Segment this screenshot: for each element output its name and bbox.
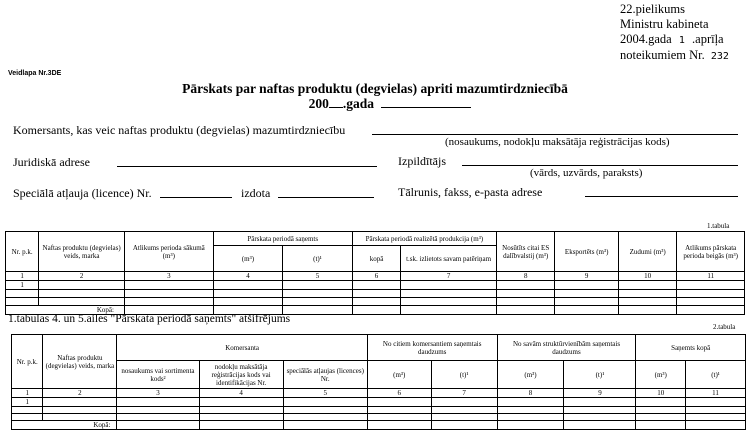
t1-header-losses: Zudumi (m³) xyxy=(618,232,676,272)
t2-cell[interactable] xyxy=(564,398,636,407)
t2-cell[interactable] xyxy=(283,398,367,407)
t1-cell[interactable] xyxy=(6,290,39,298)
t2-colnum: 3 xyxy=(117,389,199,398)
t2-total-row xyxy=(12,421,746,430)
t2-cell[interactable] xyxy=(117,414,199,421)
t2-header-t-c: (t)¹ xyxy=(686,361,746,389)
t1-cell[interactable] xyxy=(352,290,400,298)
t2-cell[interactable] xyxy=(564,414,636,421)
t1-cell[interactable] xyxy=(352,298,400,306)
t1-cell[interactable] xyxy=(39,290,125,298)
t1-cell[interactable] xyxy=(496,281,554,290)
address-input-line[interactable] xyxy=(117,166,377,167)
t2-cell[interactable] xyxy=(43,407,117,414)
t1-cell[interactable] xyxy=(124,281,213,290)
t1-header-sent-eu: Nosūtīts citai ES dalībvalstij (m³) xyxy=(496,232,554,272)
t1-header-product: Naftas produktu (degvielas) veids, marka xyxy=(39,232,125,272)
t2-cell[interactable] xyxy=(431,407,497,414)
t2-cell[interactable] xyxy=(43,398,117,407)
t1-cell[interactable] xyxy=(352,306,400,315)
t1-cell[interactable] xyxy=(555,281,619,290)
t1-cell[interactable] xyxy=(677,281,745,290)
t2-cell[interactable] xyxy=(636,407,686,414)
t1-row-nr: 1 xyxy=(6,281,39,290)
t2-cell[interactable] xyxy=(497,414,564,421)
t2-header-license: speciālās atļaujas (licences) Nr. xyxy=(283,361,367,389)
form-code: Veidlapa Nr.3DE xyxy=(8,70,62,77)
year-prefix: 200 xyxy=(308,96,329,111)
t1-cell[interactable] xyxy=(496,290,554,298)
t2-cell[interactable] xyxy=(117,398,199,407)
t2-cell[interactable] xyxy=(497,421,564,430)
t1-cell[interactable] xyxy=(39,281,125,290)
table-row[interactable] xyxy=(12,407,746,414)
t2-header-product: Naftas produktu (degvielas) veids, marka xyxy=(43,335,117,389)
phone-input-line[interactable] xyxy=(585,196,738,197)
t1-cell[interactable] xyxy=(352,281,400,290)
address-label: Juridiskā adrese xyxy=(13,155,90,169)
t1-colnum: 11 xyxy=(677,272,745,281)
t2-cell[interactable] xyxy=(497,398,564,407)
issued-input-line[interactable] xyxy=(278,197,374,198)
t2-header-m3-a: (m³) xyxy=(367,361,431,389)
t2-cell[interactable] xyxy=(199,398,283,407)
table-row[interactable] xyxy=(12,398,746,407)
t2-colnum: 5 xyxy=(283,389,367,398)
t1-column-numbers xyxy=(6,272,745,281)
t2-cell[interactable] xyxy=(564,421,636,430)
license-label: Speciālā atļauja (licence) Nr. xyxy=(13,186,152,200)
t1-header-sold-own: t.sk. izlietots savam patēriņam xyxy=(401,246,497,272)
t1-colnum: 1 xyxy=(6,272,39,281)
t1-cell[interactable] xyxy=(677,298,745,306)
t2-colnum: 4 xyxy=(199,389,283,398)
t1-colnum: 7 xyxy=(401,272,497,281)
t1-cell[interactable] xyxy=(677,306,745,315)
t1-header-balance-start: Atlikums perioda sākumā (m³) xyxy=(124,232,213,272)
t1-cell[interactable] xyxy=(618,281,676,290)
t1-cell[interactable] xyxy=(39,298,125,306)
t1-cell[interactable] xyxy=(213,290,283,298)
t2-cell[interactable] xyxy=(431,414,497,421)
table-row[interactable] xyxy=(12,414,746,421)
t1-colnum: 3 xyxy=(124,272,213,281)
t2-header-t-a: (t)¹ xyxy=(431,361,497,389)
t2-cell[interactable] xyxy=(636,421,686,430)
t2-cell[interactable] xyxy=(283,407,367,414)
t1-cell[interactable] xyxy=(496,298,554,306)
t1-total-label: Kopā: xyxy=(6,306,125,315)
t1-header-sold: Pārskata periodā realizētā produkcija (m³) xyxy=(352,232,496,246)
t2-cell[interactable] xyxy=(283,414,367,421)
t1-cell[interactable] xyxy=(401,306,497,315)
t1-cell[interactable] xyxy=(283,298,353,306)
t1-cell[interactable] xyxy=(283,290,353,298)
t1-header-received-m3: (m³) xyxy=(213,246,283,272)
t1-cell[interactable] xyxy=(555,306,619,315)
phone-label: Tālrunis, fakss, e-pasta adrese xyxy=(398,185,543,199)
t2-cell[interactable] xyxy=(367,421,431,430)
t1-cell[interactable] xyxy=(401,298,497,306)
t1-colnum: 5 xyxy=(283,272,353,281)
merchant-label: Komersants, kas veic naftas produktu (degvielas) mazumtirdzniecību xyxy=(13,123,346,137)
t1-header-nr: Nr. p.k. xyxy=(6,232,39,272)
t2-cell[interactable] xyxy=(199,414,283,421)
t2-header-other-merchants: No citiem komersantiem saņemtais daudzums xyxy=(367,335,497,361)
executor-input-line[interactable] xyxy=(462,165,738,166)
t2-cell[interactable] xyxy=(199,407,283,414)
t1-cell[interactable] xyxy=(283,306,353,315)
appendix-line4 xyxy=(620,48,729,64)
t2-cell[interactable] xyxy=(43,414,117,421)
t2-colnum: 9 xyxy=(564,389,636,398)
t1-cell[interactable] xyxy=(555,298,619,306)
t2-cell[interactable] xyxy=(117,421,199,430)
t2-header-nr: Nr. p.k. xyxy=(12,335,43,389)
t1-cell[interactable] xyxy=(618,306,676,315)
t2-cell[interactable] xyxy=(564,407,636,414)
t2-cell[interactable] xyxy=(431,398,497,407)
appendix-day: 1 xyxy=(678,35,685,46)
issued-label: izdota xyxy=(241,186,271,200)
t2-cell[interactable] xyxy=(497,407,564,414)
t2-header-tax-code: nodokļu maksātāja reģistrācijas kods vai identifikācijas Nr. xyxy=(199,361,283,389)
t2-colnum: 7 xyxy=(431,389,497,398)
t2-cell[interactable] xyxy=(636,414,686,421)
table-row[interactable] xyxy=(6,298,745,306)
t1-header-received: Pārskata periodā saņemts xyxy=(213,232,352,246)
appendix-regulation-prefix: noteikumiem Nr. xyxy=(620,48,705,62)
t1-colnum: 10 xyxy=(618,272,676,281)
t1-colnum: 4 xyxy=(213,272,283,281)
appendix-line1: 22.pielikums xyxy=(620,2,685,16)
t2-colnum: 2 xyxy=(43,389,117,398)
merchant-input-line[interactable] xyxy=(372,134,738,135)
t2-cell[interactable] xyxy=(367,407,431,414)
t1-cell[interactable] xyxy=(677,290,745,298)
t2-cell[interactable] xyxy=(367,414,431,421)
t1-cell[interactable] xyxy=(618,290,676,298)
t1-header-received-t: (t)¹ xyxy=(283,246,353,272)
year-extra-line[interactable] xyxy=(381,107,471,108)
t2-colnum: 11 xyxy=(686,389,746,398)
t2-cell[interactable] xyxy=(12,414,43,421)
t1-colnum: 8 xyxy=(496,272,554,281)
appendix-date-prefix: 2004.gada xyxy=(620,32,672,46)
t2-header-t-b: (t)¹ xyxy=(564,361,636,389)
t2-header-received-total: Saņemts kopā xyxy=(636,335,746,361)
t2-cell[interactable] xyxy=(686,414,746,421)
t1-cell[interactable] xyxy=(283,281,353,290)
appendix-line3 xyxy=(620,32,729,48)
t2-cell[interactable] xyxy=(12,407,43,414)
appendix-regulation-number: 232 xyxy=(710,51,729,62)
t1-cell[interactable] xyxy=(213,281,283,290)
year-blank[interactable] xyxy=(329,107,343,108)
t1-cell[interactable] xyxy=(401,281,497,290)
license-input-line[interactable] xyxy=(160,197,232,198)
t2-cell[interactable] xyxy=(636,398,686,407)
t2-header-own-units: No savām struktūrvienībām saņemtais daudzums xyxy=(497,335,636,361)
appendix-line2: Ministru kabineta xyxy=(620,17,709,31)
table2 xyxy=(11,334,746,430)
t2-cell[interactable] xyxy=(283,421,367,430)
table-row[interactable] xyxy=(6,290,745,298)
year-suffix: .gada xyxy=(342,96,374,111)
executor-note: (vārds, uzvārds, paraksts) xyxy=(530,167,643,179)
t2-header-name: nosaukums vai sortimenta kods² xyxy=(117,361,199,389)
t2-colnum: 6 xyxy=(367,389,431,398)
t1-cell[interactable] xyxy=(124,290,213,298)
t2-cell[interactable] xyxy=(686,407,746,414)
title-text: Pārskats par naftas produktu (degvielas) apriti mazumtirdzniecībā xyxy=(182,81,568,96)
t1-header-sold-total: kopā xyxy=(352,246,400,272)
table-row[interactable] xyxy=(6,281,745,290)
t1-colnum: 6 xyxy=(352,272,400,281)
t1-cell[interactable] xyxy=(6,298,39,306)
t2-cell[interactable] xyxy=(686,398,746,407)
appendix-month: .aprīļa xyxy=(692,32,724,46)
t1-cell[interactable] xyxy=(401,290,497,298)
t2-cell[interactable] xyxy=(117,407,199,414)
section2-title: 1.tabulas 4. un 5.ailes "Pārskata periodā saņemts" atšifrējums xyxy=(8,313,291,325)
t1-colnum: 2 xyxy=(39,272,125,281)
table1-caption: 1.tabula xyxy=(707,222,730,230)
t1-cell[interactable] xyxy=(124,298,213,306)
t1-colnum: 9 xyxy=(555,272,619,281)
table2-caption: 2.tabula xyxy=(713,323,736,331)
t2-cell[interactable] xyxy=(199,421,283,430)
t1-header-exported: Eksportēts (m³) xyxy=(555,232,619,272)
t1-cell[interactable] xyxy=(496,306,554,315)
t1-cell[interactable] xyxy=(555,290,619,298)
t1-header-balance-end: Atlikums pārskata perioda beigās (m³) xyxy=(677,232,745,272)
table1 xyxy=(5,231,745,315)
t2-colnum: 8 xyxy=(497,389,564,398)
t2-column-numbers xyxy=(12,389,746,398)
t1-cell[interactable] xyxy=(618,298,676,306)
merchant-note: (nosaukums, nodokļu maksātāja reģistrācijas kods) xyxy=(445,136,670,148)
t2-header-m3-c: (m³) xyxy=(636,361,686,389)
t2-header-merchant: Komersanta xyxy=(117,335,367,361)
t1-cell[interactable] xyxy=(213,298,283,306)
page-title xyxy=(0,81,750,111)
executor-label: Izpildītājs xyxy=(398,154,446,168)
appendix-reference xyxy=(620,2,729,64)
t2-colnum: 1 xyxy=(12,389,43,398)
t2-total-label: Kopā: xyxy=(12,421,117,430)
t2-cell[interactable] xyxy=(367,398,431,407)
t2-row-nr: 1 xyxy=(12,398,43,407)
t2-cell[interactable] xyxy=(686,421,746,430)
t2-colnum: 10 xyxy=(636,389,686,398)
t2-header-m3-b: (m³) xyxy=(497,361,564,389)
year-line xyxy=(30,96,750,111)
t2-cell[interactable] xyxy=(431,421,497,430)
